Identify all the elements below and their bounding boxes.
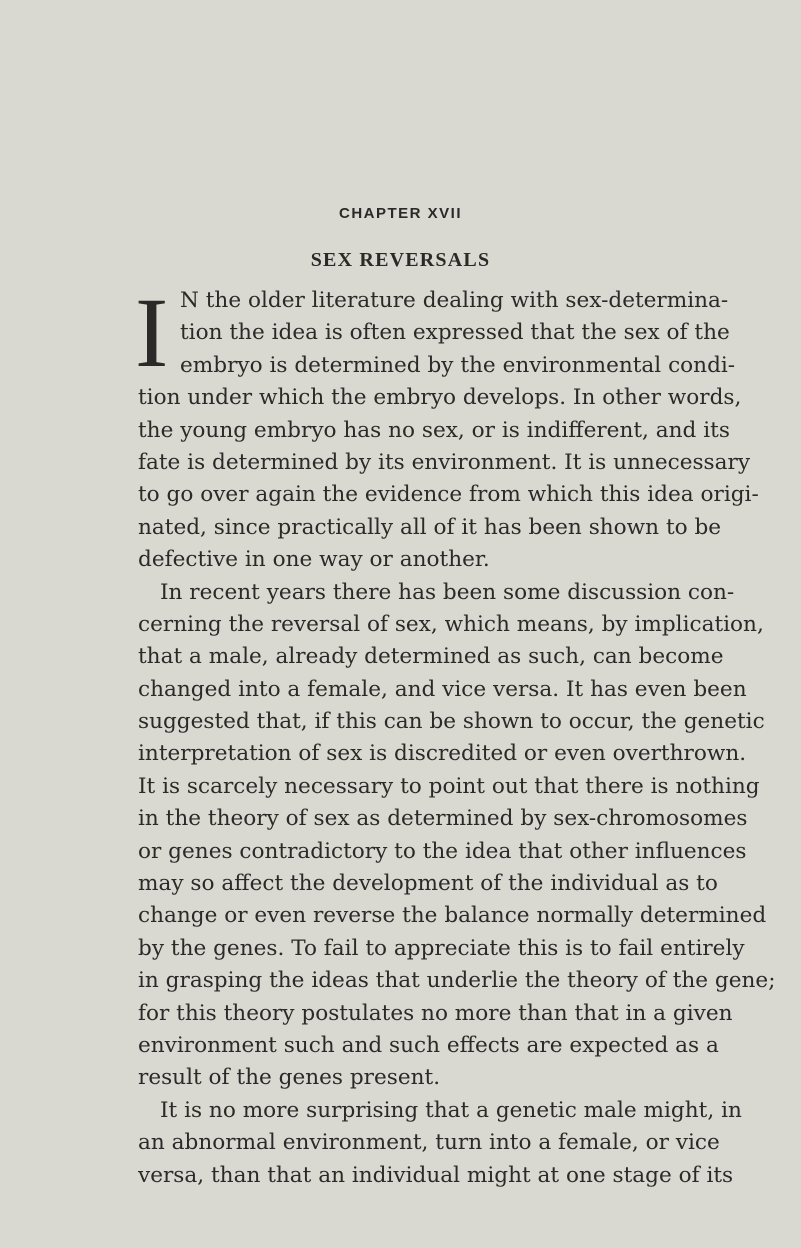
text-line: change or even reverse the balance normally determined xyxy=(138,903,767,929)
text-line: or genes contradictory to the idea that other influences xyxy=(138,838,747,864)
text-line: by the genes. To fail to appreciate this is to fail entirely xyxy=(138,935,745,961)
text-line: defective in one way or another. xyxy=(138,547,490,573)
text-line: tion the idea is often expressed that the sex of the xyxy=(180,320,730,346)
text-line: cerning the reversal of sex, which means, by implication, xyxy=(138,611,764,637)
text-line: versa, than that an individual might at one stage of its xyxy=(138,1162,734,1188)
text-line: fate is determined by its environment. It is unnecessary xyxy=(138,449,751,475)
text-line: It is scarcely necessary to point out that there is nothing xyxy=(138,773,760,799)
text-line: in the theory of sex as determined by sex-chromosomes xyxy=(138,806,748,832)
text-line: tion under which the embryo develops. In other words, xyxy=(138,385,742,411)
text-line: the young embryo has no sex, or is indifferent, and its xyxy=(138,417,730,443)
text-line: embryo is determined by the environmental condi- xyxy=(180,352,736,378)
drop-cap: I xyxy=(135,277,169,388)
text-line: changed into a female, and vice versa. It has even been xyxy=(138,676,747,702)
text-line: nated, since practically all of it has been shown to be xyxy=(138,514,722,540)
text-line: interpretation of sex is discredited or even overthrown. xyxy=(138,741,747,767)
text-line: for this theory postulates no more than that in a given xyxy=(138,1000,733,1026)
text-line: It is no more surprising that a genetic male might, in xyxy=(160,1097,742,1123)
text-lines xyxy=(138,285,776,1192)
chapter-number: CHAPTER XVII xyxy=(338,205,462,222)
text-line: environment such and such effects are expected as a xyxy=(138,1032,719,1058)
text-line: result of the genes present. xyxy=(138,1065,441,1091)
text-line: In recent years there has been some discussion con- xyxy=(160,579,735,605)
text-line: an abnormal environment, turn into a female, or vice xyxy=(138,1130,720,1156)
text-line: may so affect the development of the individual as to xyxy=(138,871,718,897)
text-line: that a male, already determined as such, can become xyxy=(138,644,724,670)
text-line: N the older literature dealing with sex-determina- xyxy=(180,288,729,313)
text-line: in grasping the ideas that underlie the theory of the gene; xyxy=(138,968,776,994)
text-line: to go over again the evidence from which this idea origi- xyxy=(138,482,759,508)
body-text xyxy=(135,277,776,1192)
text-line: suggested that, if this can be shown to occur, the genetic xyxy=(138,709,765,735)
chapter-title: SEX REVERSALS xyxy=(310,249,491,271)
